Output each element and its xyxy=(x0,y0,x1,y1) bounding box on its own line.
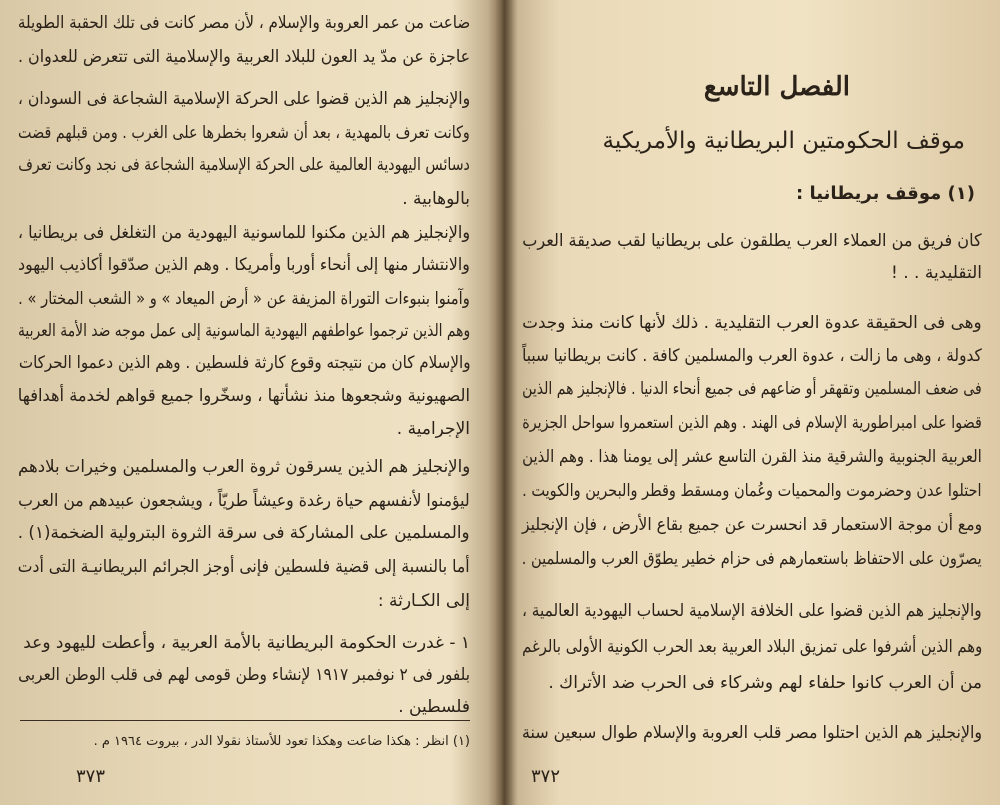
text-line: ومع أن موجة الاستعمار قد انحسرت عن جميع بقاع الأرض ، فإن الإنجليز xyxy=(521,515,982,535)
text-line: كدولة ، وهى ما زالت ، عدوة العرب والمسلمين كافة . كانت بريطانيا سبباً xyxy=(522,346,982,366)
text-line: والإسلام كان من نتيجته وقوع كارثة فلسطين . وهم الذين دعموا الحركات xyxy=(18,353,470,373)
text-line: والمسلمين على المشاركة فى سرقة الثروة البترولية الضخمة(١) . xyxy=(18,523,470,543)
text-line: والإنجليز هم الذين يسرقون ثروة العرب والمسلمين وخيرات بلادهم xyxy=(17,457,470,477)
text-line: إلى الكـارثة : xyxy=(377,591,470,611)
text-line: أما بالنسبة إلى قضية فلسطين فإنى أوجز الجرائم البريطانيـة التى أدت xyxy=(18,557,470,577)
text-line: ضاعت من عمر العروبة والإسلام ، لأن مصر كانت فى تلك الحقبة الطويلة xyxy=(17,13,470,33)
right-page xyxy=(510,0,1000,805)
page-number: ٣٧٢ xyxy=(530,766,560,787)
chapter-subtitle: موقف الحكومتين البريطانية والأمريكية xyxy=(602,128,965,154)
text-line: بالوهابية . xyxy=(402,189,470,209)
text-line: احتلوا عدن وحضرموت والمحميات وعُمان ومسقط وقطر والبحرين والكويت . xyxy=(522,481,982,501)
section-heading: (١) موقف بريطانيا : xyxy=(796,183,975,204)
text-line: فلسطين . xyxy=(398,697,470,717)
text-line: من أن العرب كانوا حلفاء لهم وشركاء فى الحرب ضد الأتراك . xyxy=(548,673,982,693)
text-line: دسائس اليهودية العالمية على الحركة الإسلامية الشجاعة فى نجد وكانت تعرف xyxy=(18,155,470,175)
text-line: والانتشار منها إلى أنحاء أوربا وأمريكا . وهم الذين صدّقوا أكاذيب اليهود xyxy=(18,255,470,275)
text-line: وهم الذين أشرفوا على تمزيق البلاد العربية بعد الحرب الكونية الأولى بالرغم xyxy=(521,637,982,657)
text-line: وهم الذين ترجموا عواطفهم اليهودية الماسونية إلى عمل موجه ضد الأمة العربية xyxy=(17,321,470,341)
text-line: والإنجليز هم الذين قضوا على الخلافة الإسلامية لحساب اليهودية العالمية ، xyxy=(522,601,982,621)
chapter-title: الفصل التاسع xyxy=(703,72,850,102)
text-line: العربية الجنوبية والشرقية منذ القرن التاسع عشر إلى يومنا هذا . وهم الذين xyxy=(522,447,982,467)
text-line: والإنجليز هم الذين مكنوا للماسونية اليهودية من التغلغل فى بريطانيا ، xyxy=(17,223,470,243)
text-line: التقليدية . . ! xyxy=(891,263,982,283)
text-line: والإنجليز هم الذين قضوا على الحركة الإسلامية الشجاعة فى السودان ، xyxy=(17,89,470,109)
text-line: الصهيونية وشجعوها منذ نشأتها ، وسخّروا جميع قواهم لخدمة أهدافها xyxy=(17,386,470,406)
footnote-divider xyxy=(20,720,470,721)
text-line: وهى فى الحقيقة عدوة العرب التقليدية . ذلك لأنها كانت منذ وجدت xyxy=(522,313,982,333)
text-line: بلفور فى ٢ نوفمبر ١٩١٧ لإنشاء وطن قومى لهم فى قلب الوطن العربى xyxy=(18,665,470,685)
text-line: الإجرامية . xyxy=(396,419,470,439)
text-line: والإنجليز هم الذين احتلوا مصر قلب العروبة والإسلام طوال سبعين سنة xyxy=(521,723,982,743)
text-line: ليؤمنوا لأنفسهم حياة رغدة وعيشاً طريّاً ، ويشجعون عبيدهم من العرب xyxy=(18,491,470,511)
text-line: يصرّون على الاحتفاظ باستعمارهم فى حزام خطير يطوّق العرب والمسلمين . xyxy=(522,549,982,569)
text-line: عاجزة عن مدّ يد العون للبلاد العربية والإسلامية التى تتعرض للعدوان . xyxy=(17,47,470,67)
text-line: كان فريق من العملاء العرب يطلقون على بريطانيا لقب صديقة العرب xyxy=(522,231,982,251)
text-line: فى ضعف المسلمين وتقهقر أو ضاعهم فى جميع أنحاء الدنيا . فالإنجليز هم الذين xyxy=(522,379,982,399)
text-line: وآمنوا بنبوءات التوراة المزيفة عن « أرض الميعاد » و « الشعب المختار » . xyxy=(18,289,470,309)
text-line: قضوا على امبراطورية الإسلام فى الهند . وهم الذين استعمروا سواحل الجزيرة xyxy=(522,413,982,433)
text-line: ١ - غدرت الحكومة البريطانية بالأمة العربية ، وأعطت لليهود وعد xyxy=(23,633,470,653)
text-line: وكانت تعرف بالمهدية ، بعد أن شعروا بخطرها على الغرب . ومن قبلهم قضت xyxy=(18,123,470,143)
footnote: (١) انظر : هكذا ضاعت وهكذا تعود للأستاذ نقولا الدر ، بيروت ١٩٦٤ م . xyxy=(93,734,470,749)
page-number: ٣٧٣ xyxy=(75,766,105,787)
